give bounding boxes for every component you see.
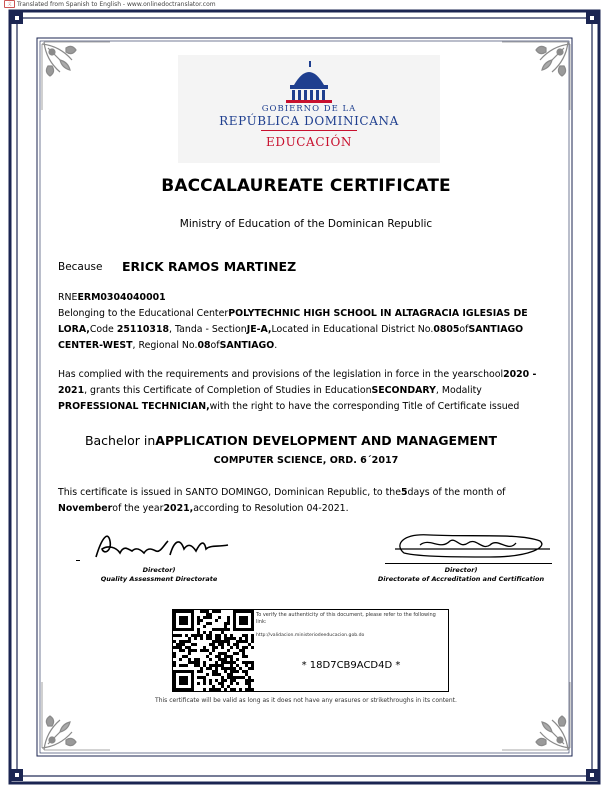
signatory-left-role: Director): [142, 566, 176, 574]
signature-right: [390, 523, 555, 563]
shield-icon: [286, 61, 332, 103]
signature-left-dash: [76, 560, 80, 561]
issue-paragraph: This certificate is issued in SANTO DOMINGO, Dominican Republic, to the5days of the month of Novemberof the year2021,according to Resolution 04-2021.: [58, 487, 506, 514]
signatory-right-office: Directorate of Accreditation and Certification: [377, 575, 545, 583]
logo-line3: EDUCACIÓN: [265, 135, 353, 149]
rne-value: ERM0304040001: [77, 292, 166, 303]
school-years: 2020 - 2021: [58, 369, 537, 396]
because-label: Because: [58, 261, 103, 273]
degree-prefix: Bachelor in: [84, 433, 156, 448]
verification-box: [172, 609, 449, 692]
signature-right-line: [385, 563, 552, 564]
logo-line1: GOBIERNO DE LA: [261, 104, 357, 114]
rne-line: RNEERM0304040001: [58, 292, 166, 303]
signatory-left-office: Quality Assessment Directorate: [100, 575, 218, 583]
translator-note-text: Translated from Spanish to English - www.onlinedoctranslator.com: [17, 0, 216, 8]
signatory-right: [376, 566, 546, 584]
signature-left: [88, 527, 233, 562]
verification-code: * 18D7CB9ACD4D *: [301, 660, 401, 671]
section: JE-A,: [246, 324, 272, 335]
ministry-logo: [178, 55, 440, 163]
verification-url[interactable]: http://validacion.ministeriodeeducacion.gob.do: [256, 633, 365, 638]
logo-line2: REPÚBLICA DOMINICANA: [219, 114, 399, 128]
center-code: 25110318: [116, 324, 169, 335]
district-number: 0805: [433, 324, 460, 335]
certificate-title: BACCALAUREATE CERTIFICATE: [161, 176, 451, 196]
degree-ordinance: COMPUTER SCIENCE, ORD. 6´2017: [213, 455, 399, 466]
validity-note: This certificate will be valid as long as it does not have any erasures or strikethroughs in its content.: [155, 697, 457, 704]
modality: PROFESSIONAL TECHNICIAN,: [58, 401, 210, 412]
issue-year: 2021,: [163, 503, 194, 514]
student-name: ERICK RAMOS MARTINEZ: [122, 259, 297, 274]
translate-icon: 文: [4, 0, 15, 8]
qr-code-icon[interactable]: [173, 610, 254, 691]
education-level: SECONDARY: [371, 385, 436, 396]
district-name: SANTIAGO CENTER-WEST: [58, 324, 524, 351]
enrollment-paragraph: RNEERM0304040001 Belonging to the Educational CenterPOLYTECHNIC HIGH SCHOOL IN ALTAGRACIA IGLESIAS DE LORA,Code 25110318, Tanda - SectionJE-A,Located in Educational District No.0805ofSANTIAGO CENTER-WEST, Regional No.08ofSANTIAGO.: [58, 290, 552, 354]
degree-line: [0, 433, 612, 448]
signatory-right-role: Director): [444, 566, 478, 574]
ministry-subtitle: Ministry of Education of the Dominican Republic: [179, 218, 433, 230]
degree-name: APPLICATION DEVELOPMENT AND MANAGEMENT: [155, 433, 498, 448]
regional-number: 08: [197, 340, 211, 351]
corner-ornament: [42, 42, 110, 110]
signatory-left: [74, 566, 244, 584]
verification-text: To verify the authenticity of this document, please refer to the following link:: [256, 612, 436, 625]
regional-name: SANTIAGO: [219, 340, 275, 351]
issue-month: November: [58, 503, 113, 514]
completion-paragraph: Has complied with the requirements and provisions of the legislation in force in the yearschool2020 - 2021, grants this Certificate of Completion of Studies in EducationSECONDARY, Modality PROFESSIONAL TECHNICIAN,with the right to have the corresponding Title of Certificate issued: [58, 369, 537, 412]
issue-day: 5: [401, 487, 408, 498]
educational-center: POLYTECHNIC HIGH SCHOOL IN ALTAGRACIA IGLESIAS DE LORA,: [58, 308, 528, 335]
